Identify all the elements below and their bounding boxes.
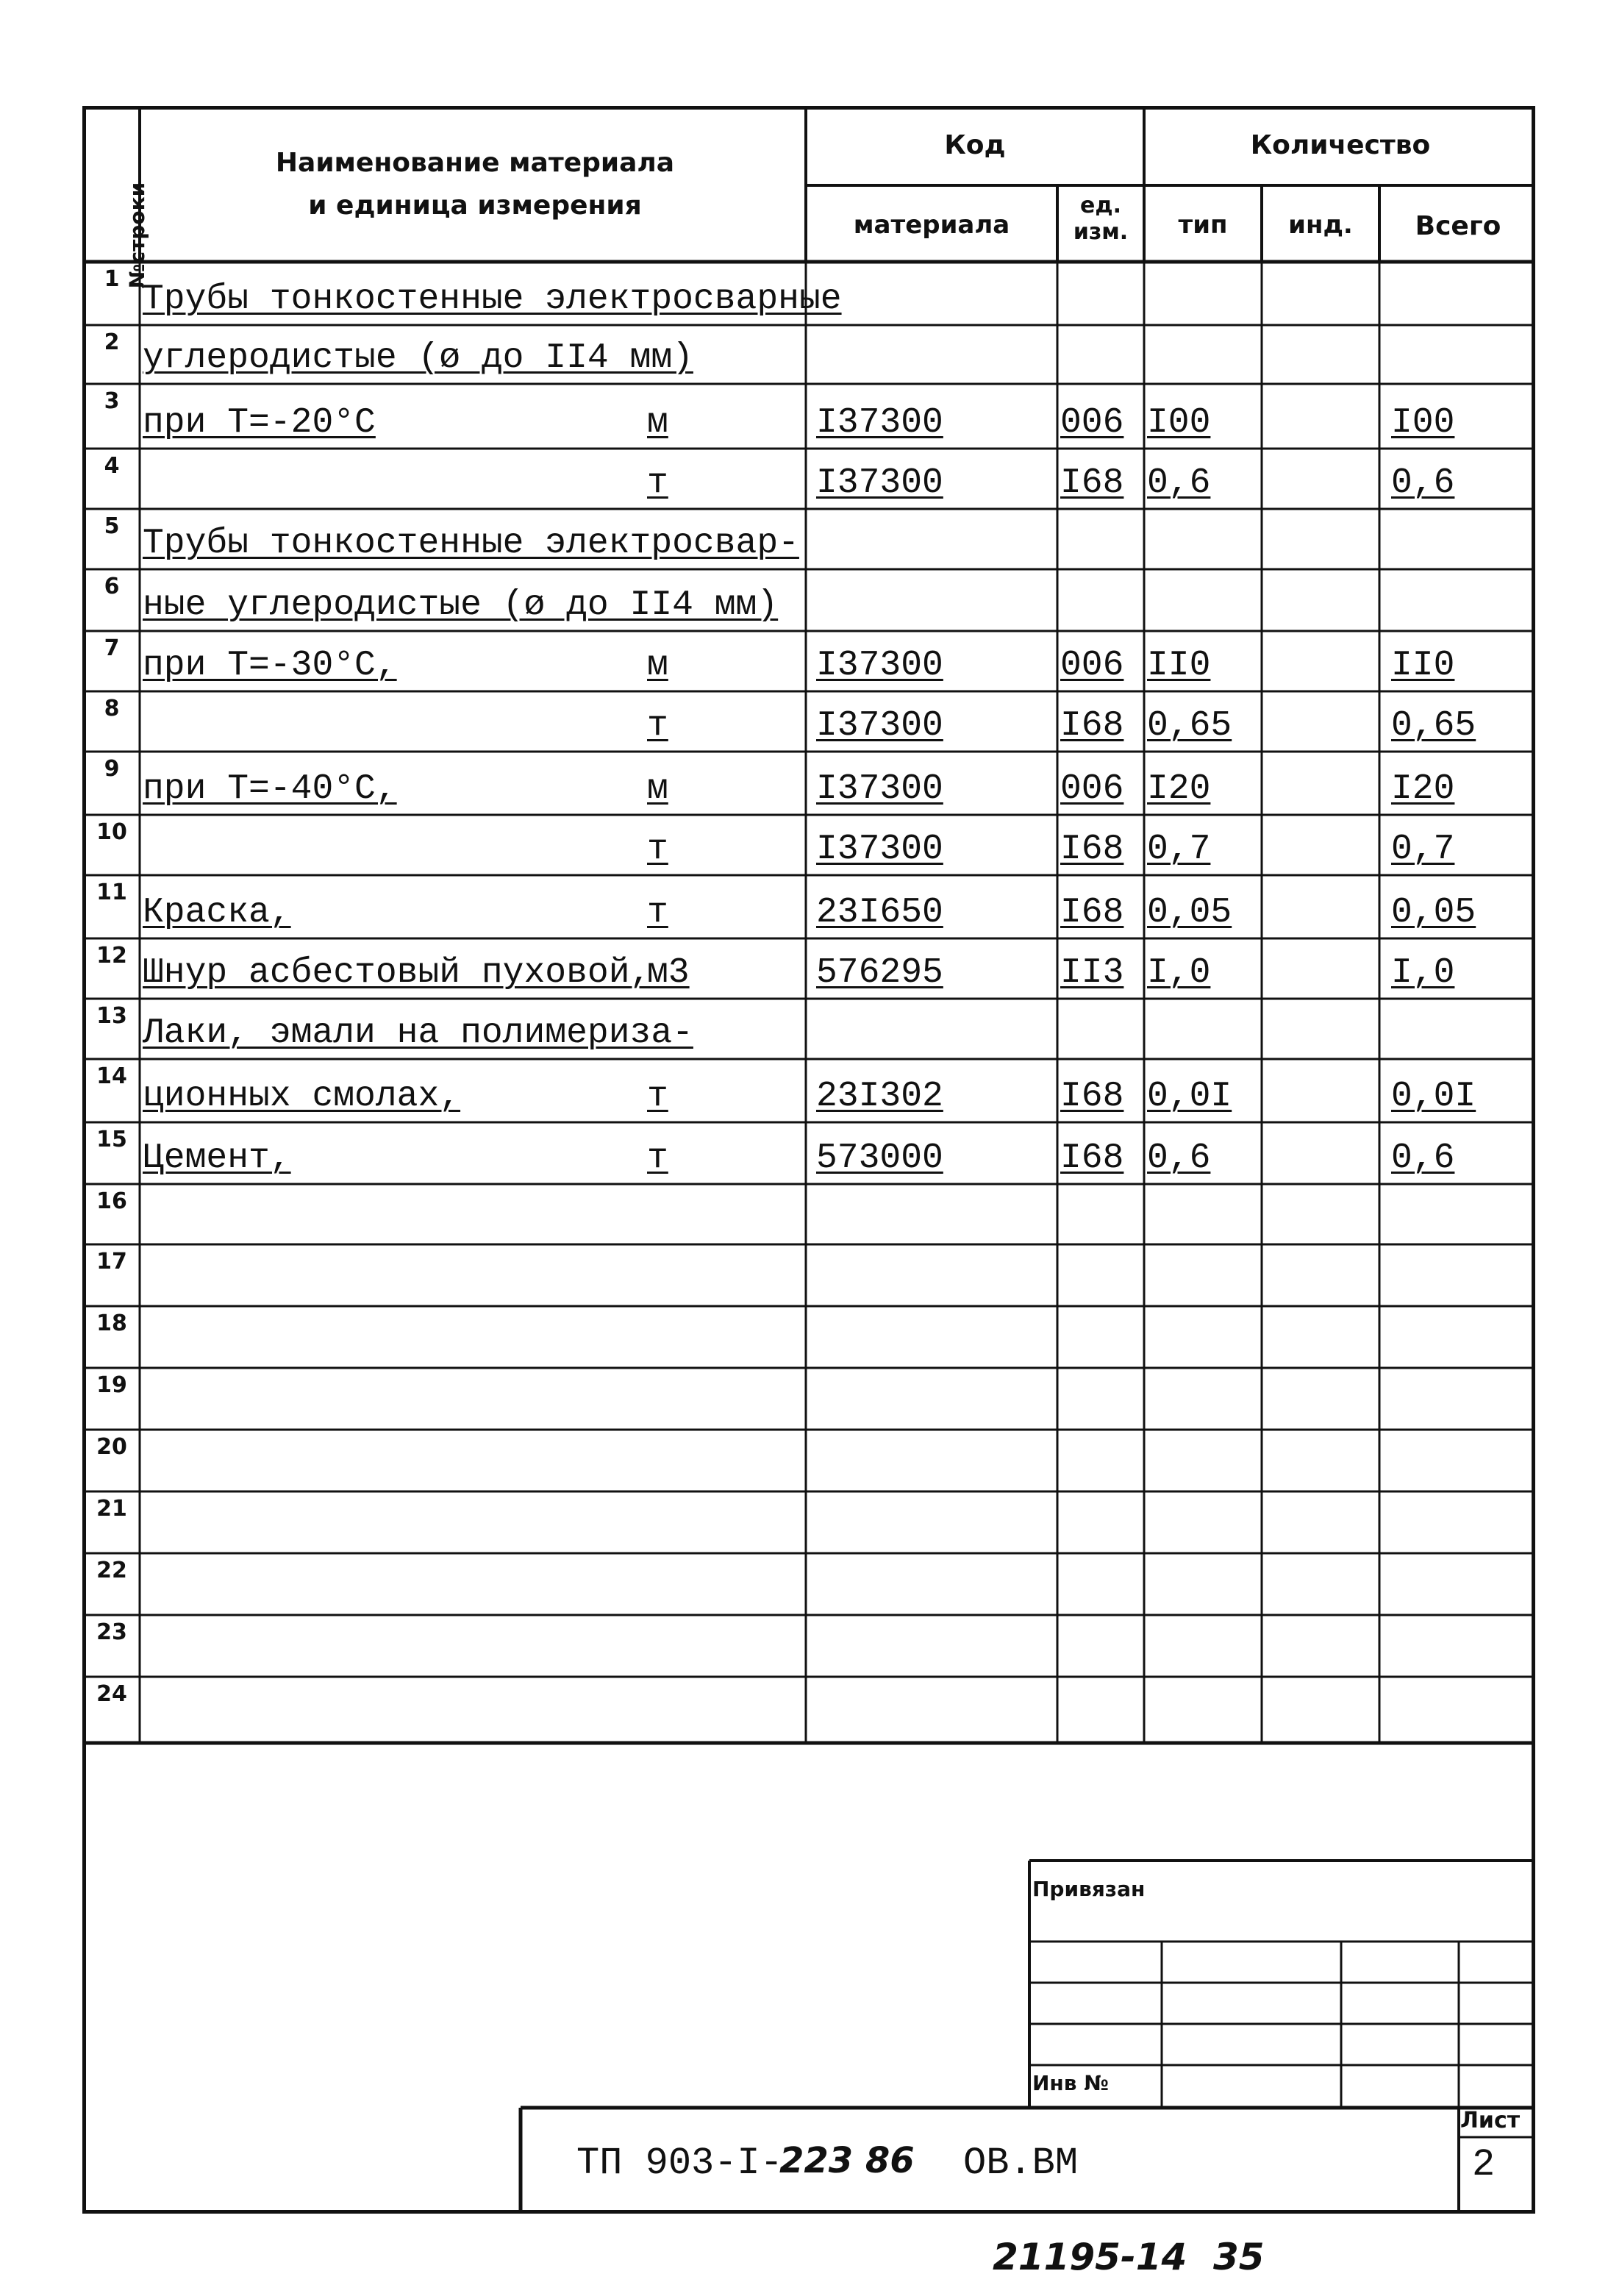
material-code: 23I650: [816, 893, 943, 933]
document-code: ТП 903-I-: [576, 2142, 783, 2185]
quantity-total: I20: [1391, 769, 1455, 809]
inventory-number-label: Инв №: [1032, 2071, 1109, 2095]
row-number: 23: [96, 1619, 127, 1645]
material-name: ционных смолах,: [143, 1077, 461, 1116]
quantity-total: I00: [1391, 403, 1455, 443]
row-number: 14: [96, 1063, 127, 1089]
material-code: I37300: [816, 403, 943, 443]
name-header-line1: Наименование материала: [275, 148, 675, 178]
unit-symbol: т: [647, 706, 668, 746]
quantity-type: 0,65: [1147, 706, 1232, 746]
row-number: 16: [96, 1188, 127, 1214]
quantity-total: 0,6: [1391, 463, 1455, 503]
material-name: Краска,: [143, 893, 291, 933]
sheet-number: 2: [1472, 2143, 1496, 2186]
material-code: I37300: [816, 706, 943, 746]
row-number: 2: [104, 329, 120, 355]
material-code: 23I302: [816, 1077, 943, 1116]
unit-header-line1: ед.: [1080, 193, 1121, 218]
unit-symbol: м: [647, 769, 668, 809]
row-number: 19: [96, 1372, 127, 1398]
row-number: 9: [104, 756, 120, 782]
row-number: 4: [104, 453, 120, 479]
quantity-type: I,0: [1147, 953, 1211, 993]
unit-symbol: т: [647, 463, 668, 503]
row-number-header: №строки: [125, 182, 149, 289]
quantity-type: 0,05: [1147, 893, 1232, 933]
row-number: 15: [96, 1127, 127, 1152]
material-name: ные углеродистые (ø до II4 мм): [143, 585, 779, 625]
quantity-header: Количество: [1250, 130, 1431, 160]
quantity-total: I,0: [1391, 953, 1455, 993]
unit-symbol: м: [647, 403, 668, 443]
unit-code: I68: [1060, 830, 1124, 869]
quantity-type: I20: [1147, 769, 1211, 809]
row-number: 21: [96, 1496, 127, 1522]
material-code: 573000: [816, 1138, 943, 1178]
material-code-header: материала: [853, 210, 1010, 240]
material-name: при Т=-30°С,: [143, 646, 397, 685]
row-number: 18: [96, 1311, 127, 1336]
row-number: 6: [104, 574, 120, 599]
material-name: Шнур асбестовый пуховой,: [143, 953, 651, 993]
material-name: Цемент,: [143, 1138, 291, 1178]
material-code: I37300: [816, 463, 943, 503]
quantity-total: 0,05: [1391, 893, 1476, 933]
quantity-total: 0,7: [1391, 830, 1455, 869]
unit-symbol: м: [647, 646, 668, 685]
quantity-type: 0,6: [1147, 1138, 1211, 1178]
unit-symbol: т: [647, 1077, 668, 1116]
unit-symbol: т: [647, 893, 668, 933]
material-name: Трубы тонкостенные электросварные: [143, 279, 842, 319]
sheet-label: Лист: [1460, 2108, 1521, 2133]
row-number: 13: [96, 1003, 127, 1029]
ind-header: инд.: [1288, 210, 1353, 240]
unit-code: 006: [1060, 646, 1124, 685]
material-name: углеродистые (ø до II4 мм): [143, 338, 693, 378]
document-code-handwritten: 223 86: [779, 2140, 915, 2181]
code-header: Код: [944, 130, 1006, 160]
total-header: Всего: [1415, 211, 1501, 241]
material-name: при Т=-40°С,: [143, 769, 397, 809]
unit-code: I68: [1060, 706, 1124, 746]
quantity-type: II0: [1147, 646, 1211, 685]
page-number: 35: [1213, 2236, 1265, 2278]
unit-code: I68: [1060, 893, 1124, 933]
quantity-type: I00: [1147, 403, 1211, 443]
row-number: 12: [96, 943, 127, 969]
material-code: 576295: [816, 953, 943, 993]
unit-code: II3: [1060, 953, 1124, 993]
quantity-type: 0,7: [1147, 830, 1211, 869]
material-code: I37300: [816, 830, 943, 869]
type-header: тип: [1178, 210, 1228, 240]
quantity-total: 0,0I: [1391, 1077, 1476, 1116]
unit-code: 006: [1060, 403, 1124, 443]
name-header-line2: и единица измерения: [308, 190, 642, 221]
material-name: Лаки, эмали на полимериза-: [143, 1013, 693, 1053]
row-number: 1: [104, 266, 120, 292]
quantity-type: 0,0I: [1147, 1077, 1232, 1116]
unit-code: I68: [1060, 463, 1124, 503]
quantity-type: 0,6: [1147, 463, 1211, 503]
unit-symbol: т: [647, 830, 668, 869]
quantity-total: 0,65: [1391, 706, 1476, 746]
row-number: 3: [104, 388, 120, 414]
row-number: 11: [96, 880, 127, 905]
unit-header-line2: изм.: [1073, 219, 1129, 245]
row-number: 10: [96, 819, 127, 845]
bound-label: Привязан: [1032, 1877, 1146, 1901]
unit-code: I68: [1060, 1077, 1124, 1116]
unit-code: I68: [1060, 1138, 1124, 1178]
unit-symbol: м3: [647, 953, 690, 993]
unit-code: 006: [1060, 769, 1124, 809]
row-number: 24: [96, 1681, 127, 1707]
row-number: 5: [104, 513, 120, 539]
row-number: 7: [104, 635, 120, 661]
quantity-total: II0: [1391, 646, 1455, 685]
quantity-total: 0,6: [1391, 1138, 1455, 1178]
material-name: Трубы тонкостенные электросвар-: [143, 524, 799, 563]
row-number: 20: [96, 1434, 127, 1460]
document-section: ОВ.ВМ: [963, 2142, 1079, 2185]
unit-symbol: т: [647, 1138, 668, 1178]
row-number: 22: [96, 1558, 127, 1583]
material-name: при Т=-20°С: [143, 403, 376, 443]
material-code: I37300: [816, 769, 943, 809]
archive-number: 21195-14: [993, 2236, 1187, 2278]
material-code: I37300: [816, 646, 943, 685]
row-number: 8: [104, 696, 120, 721]
row-number: 17: [96, 1249, 127, 1274]
